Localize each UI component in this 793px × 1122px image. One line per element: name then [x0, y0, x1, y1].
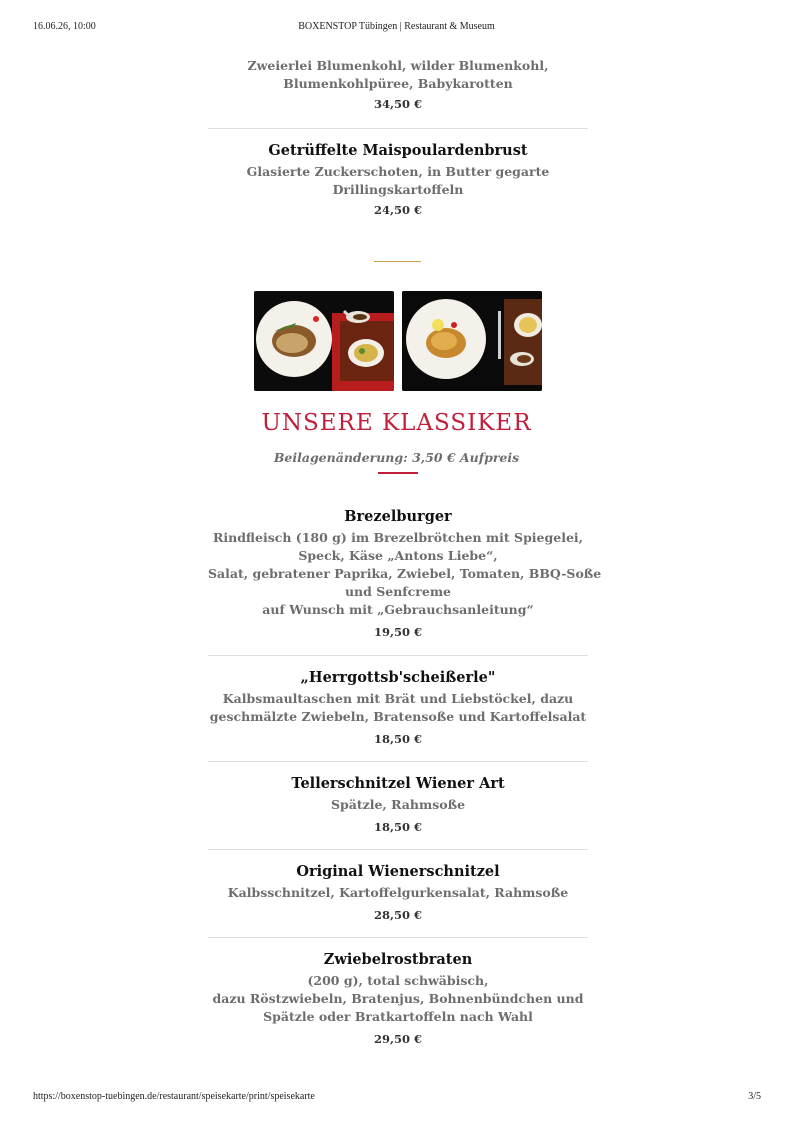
print-page-number: 3/5 — [748, 1091, 761, 1102]
print-url: https://boxenstop-tuebingen.de/restaurant/speisekarte/print/speisekarte — [33, 1091, 315, 1102]
divider — [208, 849, 588, 850]
menu-item — [208, 507, 602, 639]
menu-item-description: (200 g), total schwäbisch, dazu Röstzwiebeln, Bratenjus, Bohnenbündchen und Spätzle oder Bratkartoffeln nach Wahl — [212, 973, 584, 1024]
menu-item-price: 34,50 € — [373, 97, 423, 111]
divider — [208, 655, 588, 656]
menu-item-price: 18,50 € — [373, 732, 423, 746]
menu-item — [208, 668, 588, 746]
section-note: Beilagenänderung: 3,50 € Aufpreis — [273, 450, 520, 465]
print-page-title: BOXENSTOP Tübingen | Restaurant & Museum — [298, 21, 495, 32]
menu-item-name: Getrüffelte Maispoulardenbrust — [268, 142, 528, 159]
divider — [208, 761, 588, 762]
red-divider — [378, 472, 418, 474]
menu-item-price: 24,50 € — [373, 203, 423, 217]
schnitzel-plate-photo — [402, 291, 542, 391]
menu-item-description: Kalbsschnitzel, Kartoffelgurkensalat, Rahmsoße — [227, 885, 569, 900]
menu-item-name: Tellerschnitzel Wiener Art — [291, 775, 505, 792]
menu-item-name: Brezelburger — [344, 508, 452, 525]
menu-item-description: Spätzle, Rahmsoße — [330, 797, 466, 812]
section-title: UNSERE KLASSIKER — [261, 410, 532, 436]
menu-item — [208, 862, 588, 922]
menu-item-name: Original Wienerschnitzel — [296, 863, 500, 880]
divider — [208, 128, 588, 129]
divider — [208, 937, 588, 938]
menu-item — [208, 774, 588, 834]
gold-divider — [374, 261, 421, 262]
menu-item-price: 18,50 € — [373, 820, 423, 834]
menu-item-price: 19,50 € — [373, 625, 423, 639]
menu-item — [208, 141, 588, 217]
menu-item-description: Glasierte Zuckerschoten, in Butter gegarte Drillingskartoffeln — [246, 164, 550, 197]
menu-item-name: Zwiebelrostbraten — [323, 951, 473, 968]
menu-item — [208, 950, 588, 1046]
menu-item-price: 29,50 € — [373, 1032, 423, 1046]
menu-item-price: 28,50 € — [373, 908, 423, 922]
menu-item — [208, 57, 588, 111]
menu-item-description: Kalbsmaultaschen mit Brät und Liebstöckel, dazu geschmälzte Zwiebeln, Bratensoße und Kartoffelsalat — [209, 691, 587, 724]
pasta-plate-photo — [254, 291, 394, 391]
menu-item-name: „Herrgottsb'scheißerle" — [300, 669, 496, 686]
print-datetime: 16.06.26, 10:00 — [33, 21, 96, 32]
menu-item-description: Rindfleisch (180 g) im Brezelbrötchen mit Spiegelei, Speck, Käse „Antons Liebe“, Salat, gebratener Paprika, Zwiebel, Tomaten, BBQ-Soße und Senfcreme auf Wunsch mit „Gebrauchsanleitung“ — [208, 530, 602, 617]
menu-item-description: Zweierlei Blumenkohl, wilder Blumenkohl, Blumenkohlpüree, Babykarotten — [247, 58, 549, 91]
